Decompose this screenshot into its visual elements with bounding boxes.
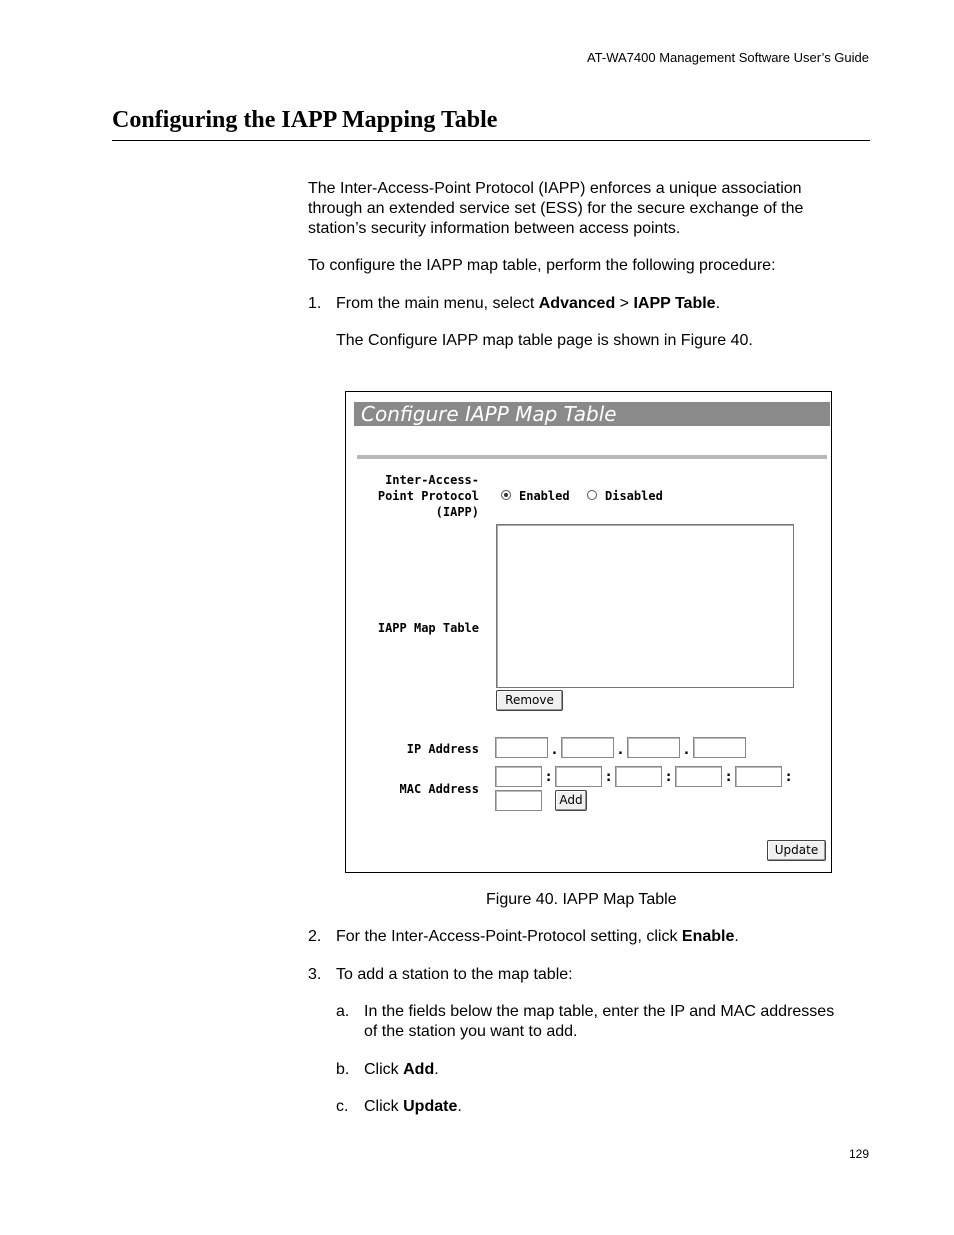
step-text: Click bbox=[364, 1061, 404, 1078]
step-3-text: To add a station to the map table: bbox=[336, 966, 573, 983]
step-number: 3. bbox=[308, 966, 322, 983]
mac-octet-1-field[interactable] bbox=[495, 766, 542, 787]
intro-paragraph bbox=[308, 179, 803, 239]
add-keyword: Add bbox=[403, 1061, 435, 1078]
step-text: Click bbox=[364, 1098, 404, 1115]
step-text: From the main menu, select bbox=[336, 295, 539, 312]
intro-line: The Inter-Access-Point Protocol (IAPP) enforces a unique association bbox=[308, 180, 802, 197]
mac-separator: : bbox=[546, 770, 552, 785]
step-text: . bbox=[434, 1061, 439, 1078]
figure-divider bbox=[357, 455, 827, 459]
add-button[interactable]: Add bbox=[555, 790, 587, 811]
step-2-text bbox=[336, 927, 739, 947]
procedure-intro: To configure the IAPP map table, perform the following procedure: bbox=[308, 257, 776, 274]
step-1-text bbox=[336, 294, 720, 314]
step-1-note: The Configure IAPP map table page is shown in Figure 40. bbox=[336, 332, 753, 349]
iapp-map-listbox[interactable] bbox=[496, 524, 794, 688]
step-number: 2. bbox=[308, 928, 322, 945]
substep-c-text bbox=[364, 1097, 462, 1117]
ip-address-label: IP Address bbox=[406, 742, 479, 756]
mac-octet-5-field[interactable] bbox=[735, 766, 782, 787]
mac-octet-2-field[interactable] bbox=[555, 766, 602, 787]
menu-advanced: Advanced bbox=[538, 295, 616, 312]
iapp-label-line: (IAPP) bbox=[435, 505, 479, 519]
enable-keyword: Enable bbox=[681, 928, 735, 945]
mac-octet-3-field[interactable] bbox=[615, 766, 662, 787]
step-text: . bbox=[715, 295, 721, 312]
mac-separator: : bbox=[786, 770, 792, 785]
mac-octet-6-field[interactable] bbox=[495, 790, 542, 811]
substep-letter: a. bbox=[336, 1003, 350, 1020]
substep-letter: b. bbox=[336, 1061, 350, 1078]
step-text: For the Inter-Access-Point-Protocol setting, click bbox=[336, 928, 682, 945]
substep-a-text bbox=[364, 1002, 834, 1042]
mac-separator: : bbox=[606, 770, 612, 785]
mac-separator: : bbox=[666, 770, 672, 785]
page-title: Configuring the IAPP Mapping Table bbox=[112, 107, 498, 133]
radio-disabled[interactable] bbox=[587, 490, 597, 500]
ip-separator: . bbox=[618, 743, 623, 758]
remove-button[interactable]: Remove bbox=[496, 690, 563, 711]
ip-octet-2-field[interactable] bbox=[561, 737, 614, 758]
step-number: 1. bbox=[308, 295, 322, 312]
intro-line: station’s security information between access points. bbox=[308, 220, 681, 237]
ip-separator: . bbox=[684, 743, 689, 758]
mac-separator: : bbox=[726, 770, 732, 785]
figure-caption: Figure 40. IAPP Map Table bbox=[486, 891, 677, 908]
ip-octet-4-field[interactable] bbox=[693, 737, 746, 758]
step-text: . bbox=[457, 1098, 462, 1115]
substep-b-text bbox=[364, 1060, 439, 1080]
radio-enabled-label[interactable]: Enabled bbox=[519, 489, 570, 503]
running-header: AT-WA7400 Management Software User’s Guide bbox=[586, 50, 869, 65]
substep-letter: c. bbox=[336, 1098, 349, 1115]
step-text: > bbox=[615, 295, 634, 312]
iapp-config-figure bbox=[345, 391, 832, 873]
radio-enabled[interactable] bbox=[501, 490, 511, 500]
menu-iapp-table: IAPP Table bbox=[633, 295, 716, 312]
update-keyword: Update bbox=[403, 1098, 458, 1115]
substep-line: of the station you want to add. bbox=[364, 1023, 578, 1040]
update-button[interactable]: Update bbox=[767, 840, 826, 861]
substep-line: In the fields below the map table, enter the IP and MAC addresses bbox=[364, 1003, 835, 1020]
step-text: . bbox=[734, 928, 739, 945]
figure-title-bar: Configure IAPP Map Table bbox=[354, 402, 830, 426]
ip-octet-3-field[interactable] bbox=[627, 737, 680, 758]
iapp-label-line: Point Protocol bbox=[377, 489, 479, 503]
mac-address-label: MAC Address bbox=[399, 782, 479, 796]
ip-separator: . bbox=[552, 743, 557, 758]
heading-rule bbox=[112, 140, 870, 141]
page-number: 129 bbox=[848, 1147, 869, 1161]
radio-disabled-label[interactable]: Disabled bbox=[605, 489, 663, 503]
intro-line: through an extended service set (ESS) for the secure exchange of the bbox=[308, 200, 804, 217]
iapp-label-line: Inter-Access- bbox=[385, 473, 479, 487]
map-table-label: IAPP Map Table bbox=[377, 621, 479, 635]
ip-octet-1-field[interactable] bbox=[495, 737, 548, 758]
iapp-label bbox=[378, 472, 479, 520]
mac-octet-4-field[interactable] bbox=[675, 766, 722, 787]
